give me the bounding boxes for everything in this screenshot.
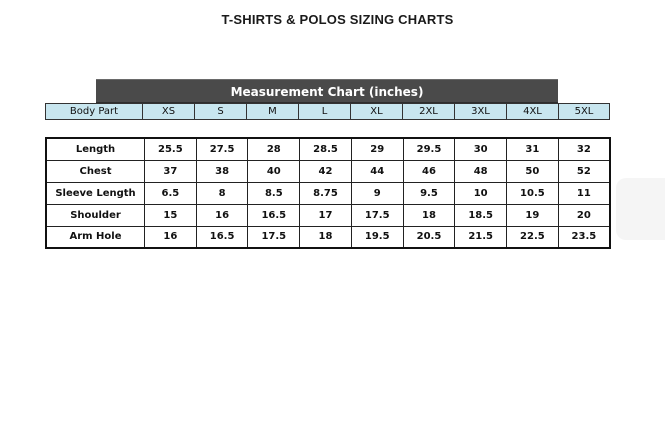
table-cell: 40 (248, 160, 300, 182)
table-cell: 21.5 (455, 226, 507, 248)
table-cell: 16 (196, 204, 248, 226)
table-cell: 28.5 (300, 138, 352, 160)
measurement-table (45, 137, 611, 249)
table-cell: 18.5 (455, 204, 507, 226)
header-body-part: Body Part (45, 103, 142, 120)
table-cell: 29 (351, 138, 403, 160)
table-cell: 8.5 (248, 182, 300, 204)
table-cell: 17 (300, 204, 352, 226)
table-cell: 11 (558, 182, 610, 204)
table-cell: 29.5 (403, 138, 455, 160)
table-row-chest (46, 160, 610, 182)
table-cell: 16.5 (248, 204, 300, 226)
table-cell: 19 (507, 204, 559, 226)
row-label: Shoulder (46, 204, 145, 226)
size-header-row (45, 103, 610, 120)
table-cell: 8.75 (300, 182, 352, 204)
table-cell: 23.5 (558, 226, 610, 248)
row-label: Chest (46, 160, 145, 182)
table-cell: 17.5 (351, 204, 403, 226)
table-row-length (46, 138, 610, 160)
table-cell: 44 (351, 160, 403, 182)
table-cell: 16 (145, 226, 197, 248)
table-cell: 9 (351, 182, 403, 204)
table-cell: 28 (248, 138, 300, 160)
header-size-4xl: 4XL (506, 103, 558, 120)
table-row-shoulder (46, 204, 610, 226)
row-label: Length (46, 138, 145, 160)
header-size-xs: XS (142, 103, 194, 120)
table-cell: 38 (196, 160, 248, 182)
table-cell: 8 (196, 182, 248, 204)
table-cell: 20 (558, 204, 610, 226)
header-size-5xl: 5XL (558, 103, 610, 120)
table-cell: 52 (558, 160, 610, 182)
table-cell: 22.5 (507, 226, 559, 248)
table-cell: 32 (558, 138, 610, 160)
table-cell: 31 (507, 138, 559, 160)
background-watermark (616, 178, 665, 240)
table-cell: 27.5 (196, 138, 248, 160)
header-size-xl: XL (350, 103, 402, 120)
table-cell: 42 (300, 160, 352, 182)
header-size-s: S (194, 103, 246, 120)
header-size-2xl: 2XL (402, 103, 454, 120)
header-size-m: M (246, 103, 298, 120)
table-cell: 19.5 (351, 226, 403, 248)
header-size-l: L (298, 103, 350, 120)
table-cell: 9.5 (403, 182, 455, 204)
table-cell: 18 (403, 204, 455, 226)
table-cell: 30 (455, 138, 507, 160)
table-cell: 10.5 (507, 182, 559, 204)
table-cell: 15 (145, 204, 197, 226)
table-cell: 25.5 (145, 138, 197, 160)
header-size-3xl: 3XL (454, 103, 506, 120)
table-cell: 16.5 (196, 226, 248, 248)
table-row-sleeve-length (46, 182, 610, 204)
table-cell: 37 (145, 160, 197, 182)
table-cell: 10 (455, 182, 507, 204)
row-label: Arm Hole (46, 226, 145, 248)
table-cell: 6.5 (145, 182, 197, 204)
page-title: T-SHIRTS & POLOS SIZING CHARTS (221, 12, 454, 27)
table-cell: 48 (455, 160, 507, 182)
table-cell: 17.5 (248, 226, 300, 248)
table-cell: 50 (507, 160, 559, 182)
row-label: Sleeve Length (46, 182, 145, 204)
table-cell: 18 (300, 226, 352, 248)
table-row-arm-hole (46, 226, 610, 248)
table-cell: 20.5 (403, 226, 455, 248)
measurement-chart-title: Measurement Chart (inches) (96, 79, 558, 103)
table-cell: 46 (403, 160, 455, 182)
